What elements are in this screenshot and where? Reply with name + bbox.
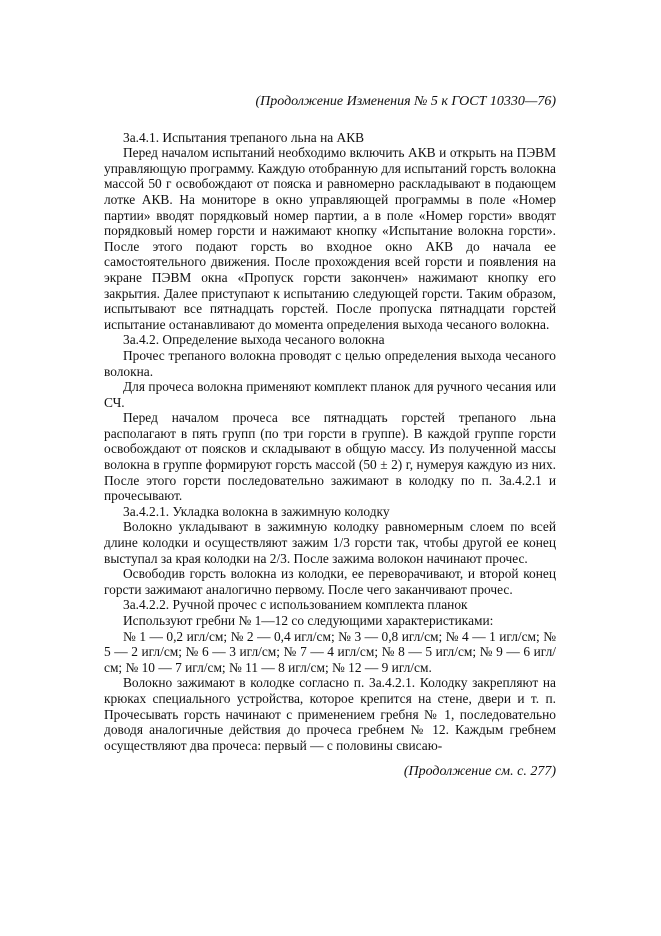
section-heading-3a-4-2-1: 3а.4.2.1. Укладка волокна в зажимную колодку [123, 503, 390, 519]
paragraph: Прочес трепаного волокна проводят с целью определения выхода чесаного волокна. [104, 347, 556, 379]
section-heading-3a-4-2-2: 3а.4.2.2. Ручной прочес с использованием комплекта планок [123, 597, 468, 613]
section-heading-3a-4-1: 3а.4.1. Испытания трепаного льна на АКВ [123, 129, 365, 145]
paragraph: Волокно зажимают в колодке согласно п. 3а.4.2.1. Колодку закрепляют на крюках специального устройства, которое крепится на стене, двери и т. п. Прочесывать горсть начинают с применением гребня № 1, последовательно доводя аналогичные действия до прочеса гребнем № 12. Каждым гребнем осуществляют два прочеса: первый — с половины свисаю- [104, 675, 556, 753]
paragraph: Волокно укладывают в зажимную колодку равномерным слоем по всей длине колодки и осуществляют зажим 1/3 горсти так, чтобы другой ее конец выступал за края колодки на 2/3. После зажима волокон начинают прочес. [104, 519, 556, 566]
page-header: (Продолжение Изменения № 5 к ГОСТ 10330—76) [255, 94, 556, 109]
document-page [104, 94, 556, 780]
page-footer: (Продолжение см. с. 277) [403, 764, 556, 780]
paragraph: Освободив горсть волокна из колодки, ее переворачивают, и второй конец горсти зажимают аналогично первому. После чего заканчивают прочес. [104, 566, 556, 597]
paragraph: Перед началом испытаний необходимо включить АКВ и открыть на ПЭВМ управляющую программу. Каждую отобранную для испытаний горсть волокна массой 50 г освобождают от пояска и равномерно раскладывают в подающем лотке АКВ. На мониторе в окно управляющей программы в поле «Номер партии» вводят порядковый номер партии, а в поле «Номер горсти» вводят порядковый номер горсти и нажимают кнопку «Испытание волокна горсти». После этого подают горсть во входное окно АКВ до начала ее самостоятельного движения. После прохождения всей горсти и появления на экране ПЭВМ окна «Пропуск горсти закончен» нажимают кнопку его закрытия. Далее приступают к испытанию следующей горсти. Таким образом, испытывают все пятнадцать горстей. После пропуска пятнадцати горстей испытание останавливают до момента определения выхода чесаного волокна. [104, 145, 556, 332]
section-heading-3a-4-2: 3а.4.2. Определение выхода чесаного волокна [123, 332, 385, 348]
paragraph: Перед началом прочеса все пятнадцать горстей трепаного льна располагают в пять групп (по три горсти в группе). В каждой группе горсти освобождают от поясков и складывают в общую массу. Из полученной массы волокна в группе формируют горсть массой (50 ± 2) г, нумеруя каждую из них. После этого горсти последовательно зажимают в колодку по п. 3а.4.2.1 и прочесывают. [104, 410, 556, 504]
comb-characteristics: № 1 — 0,2 игл/см; № 2 — 0,4 игл/см; № 3 — 0,8 игл/см; № 4 — 1 игл/см; № 5 — 2 игл/см; № 6 — 3 игл/см; № 7 — 4 игл/см; № 8 — 5 игл/см; № 9 — 6 игл/см; № 10 — 7 игл/см; № 11 — 8 игл/см; № 12 — 9 игл/см. [104, 628, 556, 675]
paragraph: Для прочеса волокна применяют комплект планок для ручного чесания или СЧ. [104, 379, 556, 410]
paragraph: Используют гребни № 1—12 со следующими характеристиками: [123, 613, 494, 628]
